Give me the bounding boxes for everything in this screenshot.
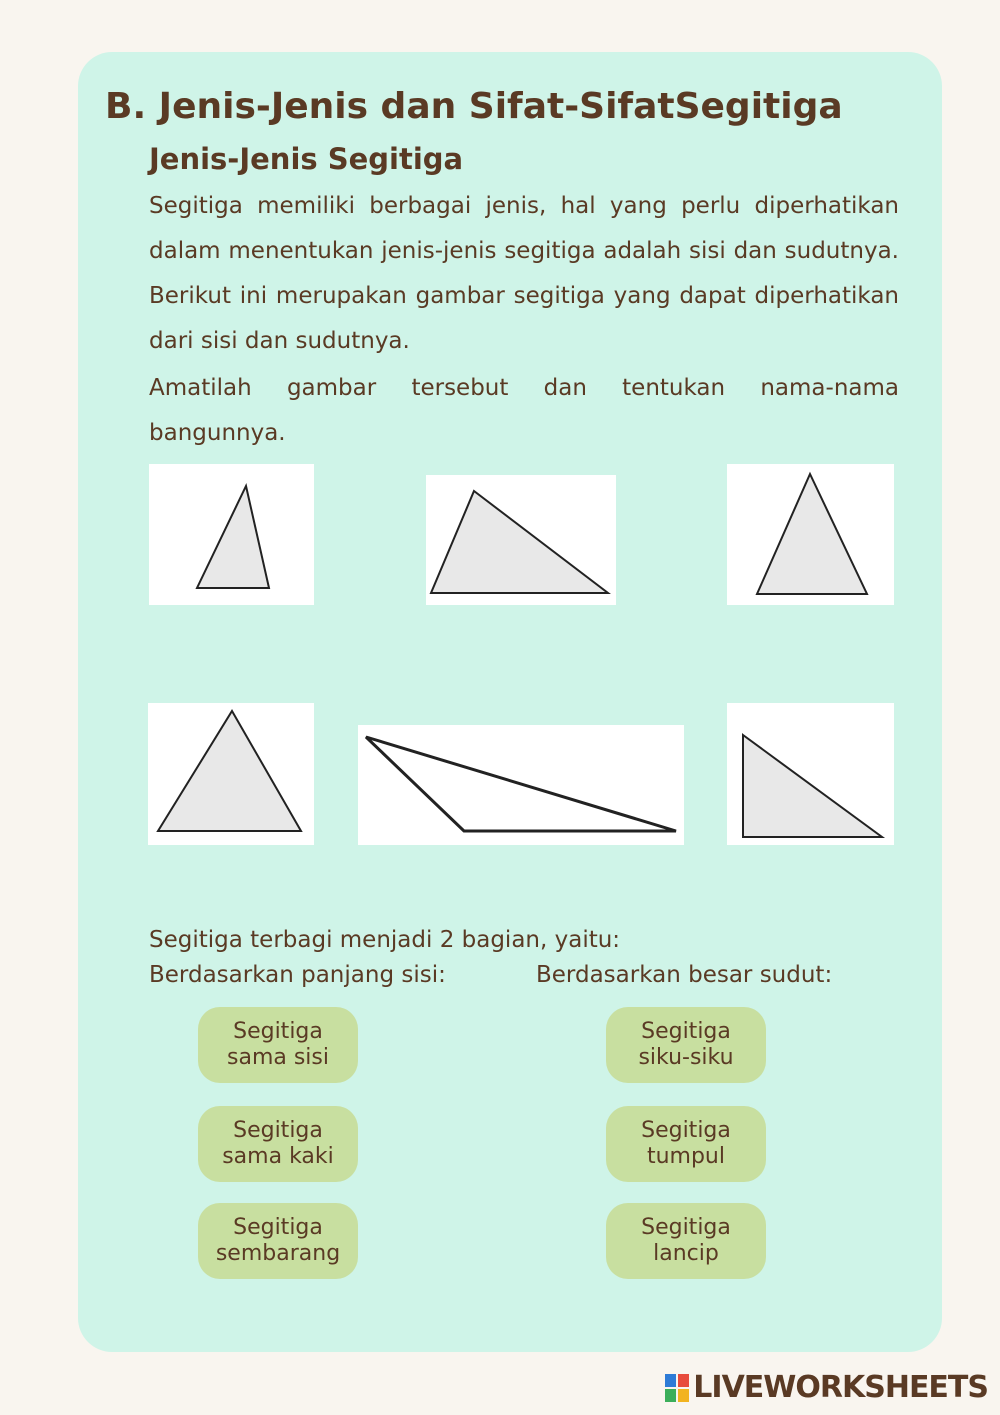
subheading: Jenis-Jenis Segitiga	[149, 142, 464, 176]
segitiga-sama-sisi-button[interactable]: Segitiga sama sisi	[198, 1007, 358, 1083]
segitiga-siku-siku-button[interactable]: Segitiga siku-siku	[606, 1007, 766, 1083]
angle-based-header: Berdasarkan besar sudut:	[536, 962, 833, 988]
triangle-image-1	[149, 464, 314, 605]
triangle-image-5	[358, 725, 684, 845]
triangle-image-6	[727, 703, 894, 845]
liveworksheets-logo	[665, 1370, 988, 1405]
section-heading: B. Jenis-Jenis dan Sifat-SifatSegitiga	[105, 86, 843, 127]
triangle-image-3	[727, 464, 894, 605]
triangle-image-4	[148, 703, 314, 845]
paragraph-intro: Segitiga memiliki berbagai jenis, hal yang perlu diperhatikan dalam menentukan jenis-jenis segitiga adalah sisi dan sudutnya. Berikut ini merupakan gambar segitiga yang dapat diperhatikan dari sisi dan sudutnya.	[149, 193, 899, 354]
paragraph-instruction: Amatilah gambar tersebut dan tentukan nama-nama bangunnya.	[149, 375, 899, 446]
classification-intro: Segitiga terbagi menjadi 2 bagian, yaitu:	[149, 927, 621, 953]
segitiga-sembarang-button[interactable]: Segitiga sembarang	[198, 1203, 358, 1279]
segitiga-lancip-button[interactable]: Segitiga lancip	[606, 1203, 766, 1279]
triangle-image-2	[426, 475, 616, 605]
side-based-header: Berdasarkan panjang sisi:	[149, 962, 446, 988]
segitiga-tumpul-button[interactable]: Segitiga tumpul	[606, 1106, 766, 1182]
segitiga-sama-kaki-button[interactable]: Segitiga sama kaki	[198, 1106, 358, 1182]
liveworksheets-logo-icon	[665, 1374, 689, 1402]
brand-name: LIVEWORKSHEETS	[693, 1370, 988, 1405]
